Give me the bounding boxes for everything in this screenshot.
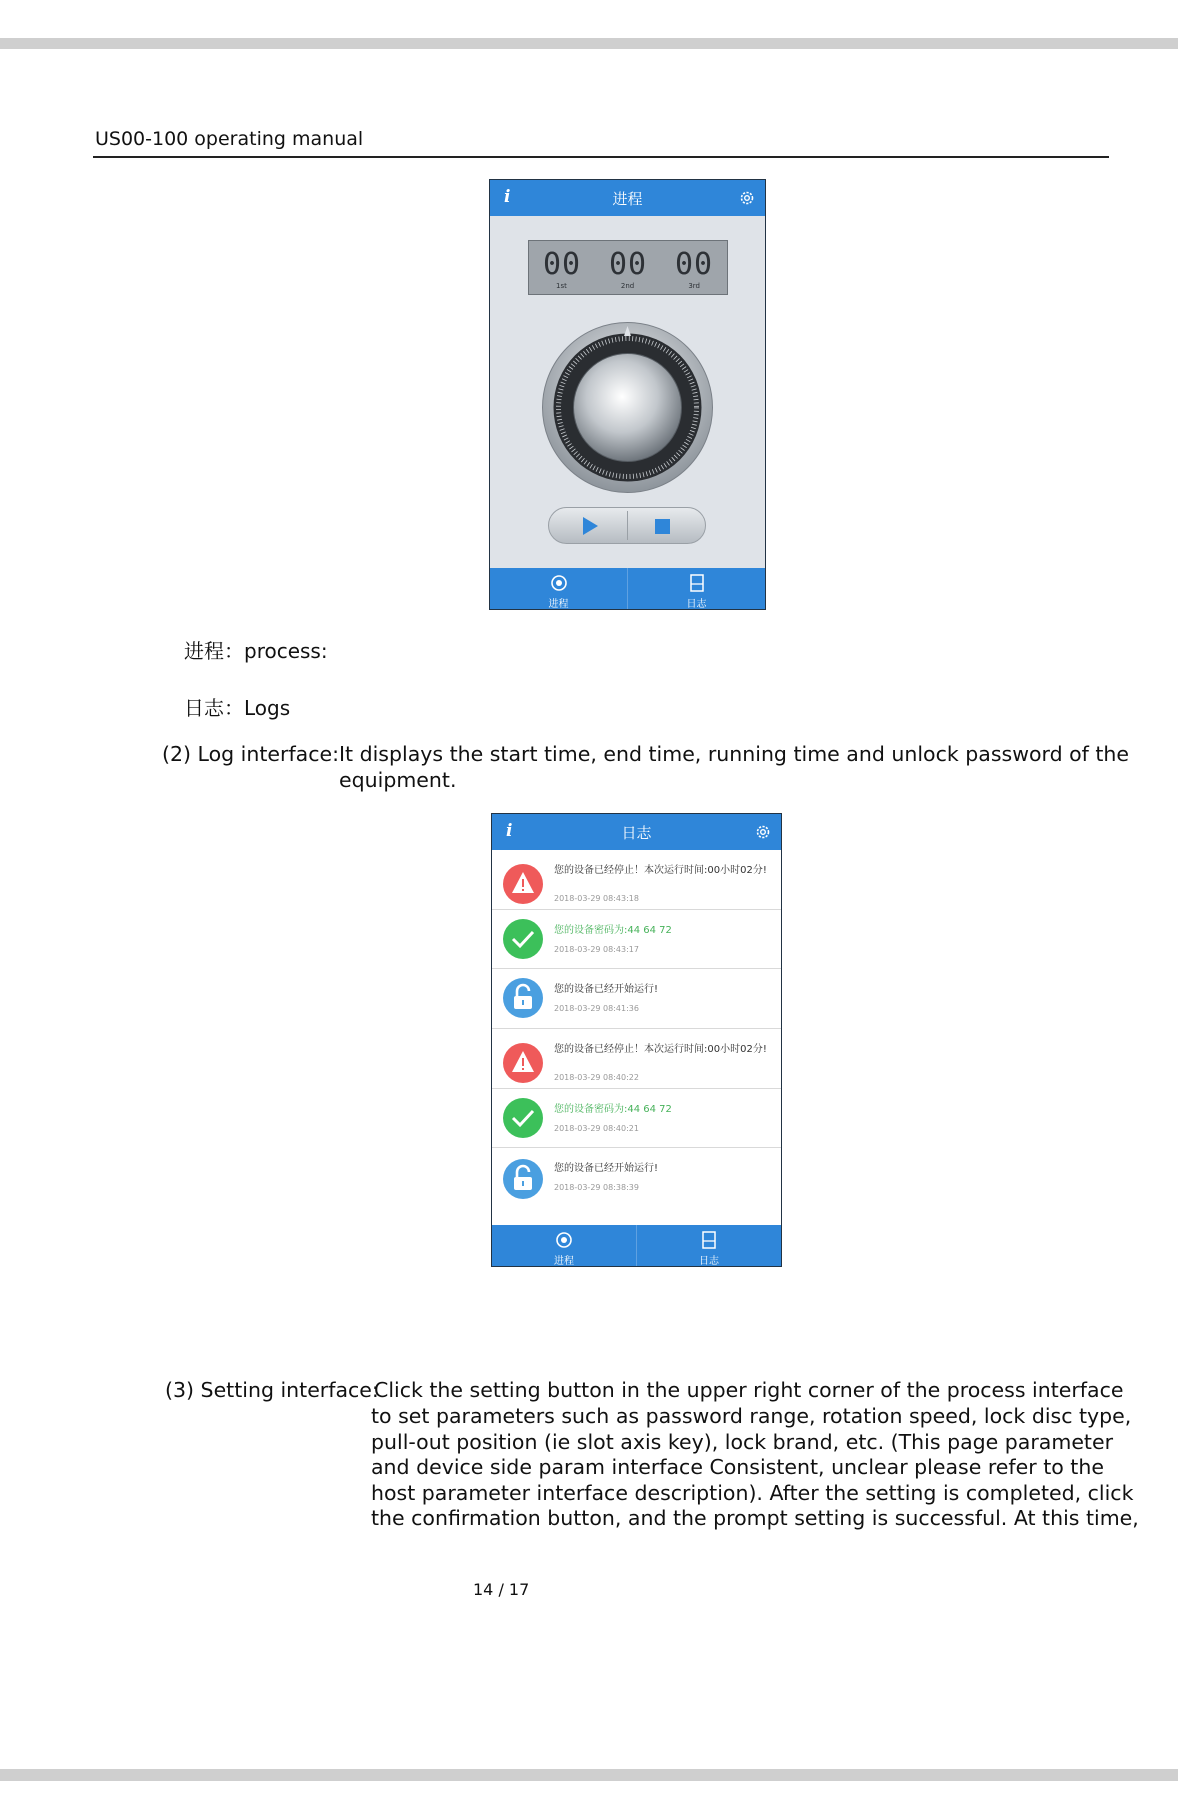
tab-logs[interactable]	[636, 1225, 781, 1266]
log-timestamp: 2018-03-29 08:43:18	[554, 894, 639, 903]
log-message: 您的设备已经开始运行!	[554, 1163, 659, 1174]
target-icon	[550, 574, 568, 592]
log-screen-screenshot	[491, 813, 782, 1267]
log-section-line-1: It displays the start time, end time, running time and unlock password of the	[339, 742, 1130, 766]
page-number: 14 / 17	[473, 1580, 530, 1599]
warning-icon	[501, 1041, 545, 1085]
document-icon	[701, 1231, 717, 1249]
setting-section-prefix: (3) Setting interface:	[165, 1378, 379, 1402]
digit-3rd: 00	[674, 247, 714, 282]
controls-divider	[627, 511, 628, 540]
process-app-bar	[490, 180, 765, 216]
tab-logs[interactable]	[627, 568, 765, 609]
lock-dial-knob[interactable]	[540, 320, 715, 495]
tab-process[interactable]	[490, 568, 627, 609]
playback-controls	[548, 507, 706, 544]
log-app-bar	[492, 814, 781, 850]
tab-process[interactable]	[492, 1225, 636, 1266]
log-message: 您的设备已经开始运行!	[554, 984, 659, 995]
log-entry	[492, 1029, 781, 1089]
tab-logs-label: 日志	[699, 1256, 719, 1267]
log-timestamp: 2018-03-29 08:41:36	[554, 1004, 639, 1013]
document-header: US00-100 operating manual	[95, 128, 364, 150]
page-bottom-border	[0, 1769, 1178, 1781]
setting-line-5: host parameter interface description). After the setting is completed, click	[371, 1481, 1134, 1505]
log-timestamp: 2018-03-29 08:40:22	[554, 1073, 639, 1082]
info-icon[interactable]: i	[504, 187, 511, 207]
setting-line-3: pull-out position (ie slot axis key), lock brand, etc. (This page parameter	[371, 1430, 1114, 1454]
tab-logs-label: 日志	[686, 599, 707, 610]
log-timestamp: 2018-03-29 08:40:21	[554, 1124, 639, 1133]
digit-2nd: 00	[608, 247, 648, 282]
log-section-prefix: (2) Log interface:	[162, 742, 340, 766]
warning-icon	[501, 862, 545, 906]
log-message: 您的设备密码为:44 64 72	[554, 1104, 672, 1115]
log-message: 您的设备密码为:44 64 72	[554, 925, 672, 936]
process-screen-screenshot	[489, 179, 766, 610]
play-icon[interactable]	[583, 517, 598, 535]
unlock-icon	[501, 1157, 545, 1201]
gear-icon[interactable]	[755, 824, 771, 840]
setting-line-4: and device side param interface Consistent, unclear please refer to the	[371, 1455, 1104, 1479]
setting-line-6: the confirmation button, and the prompt setting is successful. At this time,	[371, 1506, 1139, 1530]
checkmark-icon	[501, 917, 545, 961]
unlock-icon	[501, 976, 545, 1020]
header-divider	[93, 156, 1109, 158]
document-icon	[689, 574, 705, 592]
log-entry	[492, 1089, 781, 1148]
caption-logs: 日志：Logs	[184, 696, 291, 720]
checkmark-icon	[501, 1096, 545, 1140]
log-entry	[492, 969, 781, 1029]
log-timestamp: 2018-03-29 08:43:17	[554, 945, 639, 954]
process-bottom-nav	[490, 568, 765, 609]
stop-icon[interactable]	[655, 519, 670, 534]
log-entry	[492, 1148, 781, 1208]
log-bottom-nav	[492, 1225, 781, 1266]
tab-process-label: 进程	[548, 599, 569, 610]
digit-label-3rd: 3rd	[688, 282, 700, 290]
combination-display	[528, 240, 728, 295]
log-message: 您的设备已经停止！本次运行时间:00小时02分!	[554, 865, 767, 876]
setting-line-1: Click the setting button in the upper right corner of the process interface	[374, 1378, 1124, 1402]
digit-label-2nd: 2nd	[620, 282, 635, 290]
info-icon[interactable]: i	[506, 821, 513, 841]
digit-1st: 00	[542, 247, 582, 282]
log-entry	[492, 910, 781, 969]
gear-icon[interactable]	[739, 190, 755, 206]
setting-line-2: to set parameters such as password range, rotation speed, lock disc type,	[371, 1404, 1132, 1428]
digit-label-1st: 1st	[556, 282, 567, 290]
target-icon	[555, 1231, 573, 1249]
log-entry	[492, 850, 781, 910]
log-screen-title: 日志	[621, 824, 652, 842]
process-screen-title: 进程	[612, 190, 643, 208]
page-top-border	[0, 38, 1178, 49]
log-section-line-2: equipment.	[339, 768, 457, 792]
tab-process-label: 进程	[554, 1256, 574, 1267]
log-timestamp: 2018-03-29 08:38:39	[554, 1183, 639, 1192]
log-message: 您的设备已经停止！本次运行时间:00小时02分!	[554, 1044, 767, 1055]
caption-process: 进程：process:	[184, 639, 328, 663]
